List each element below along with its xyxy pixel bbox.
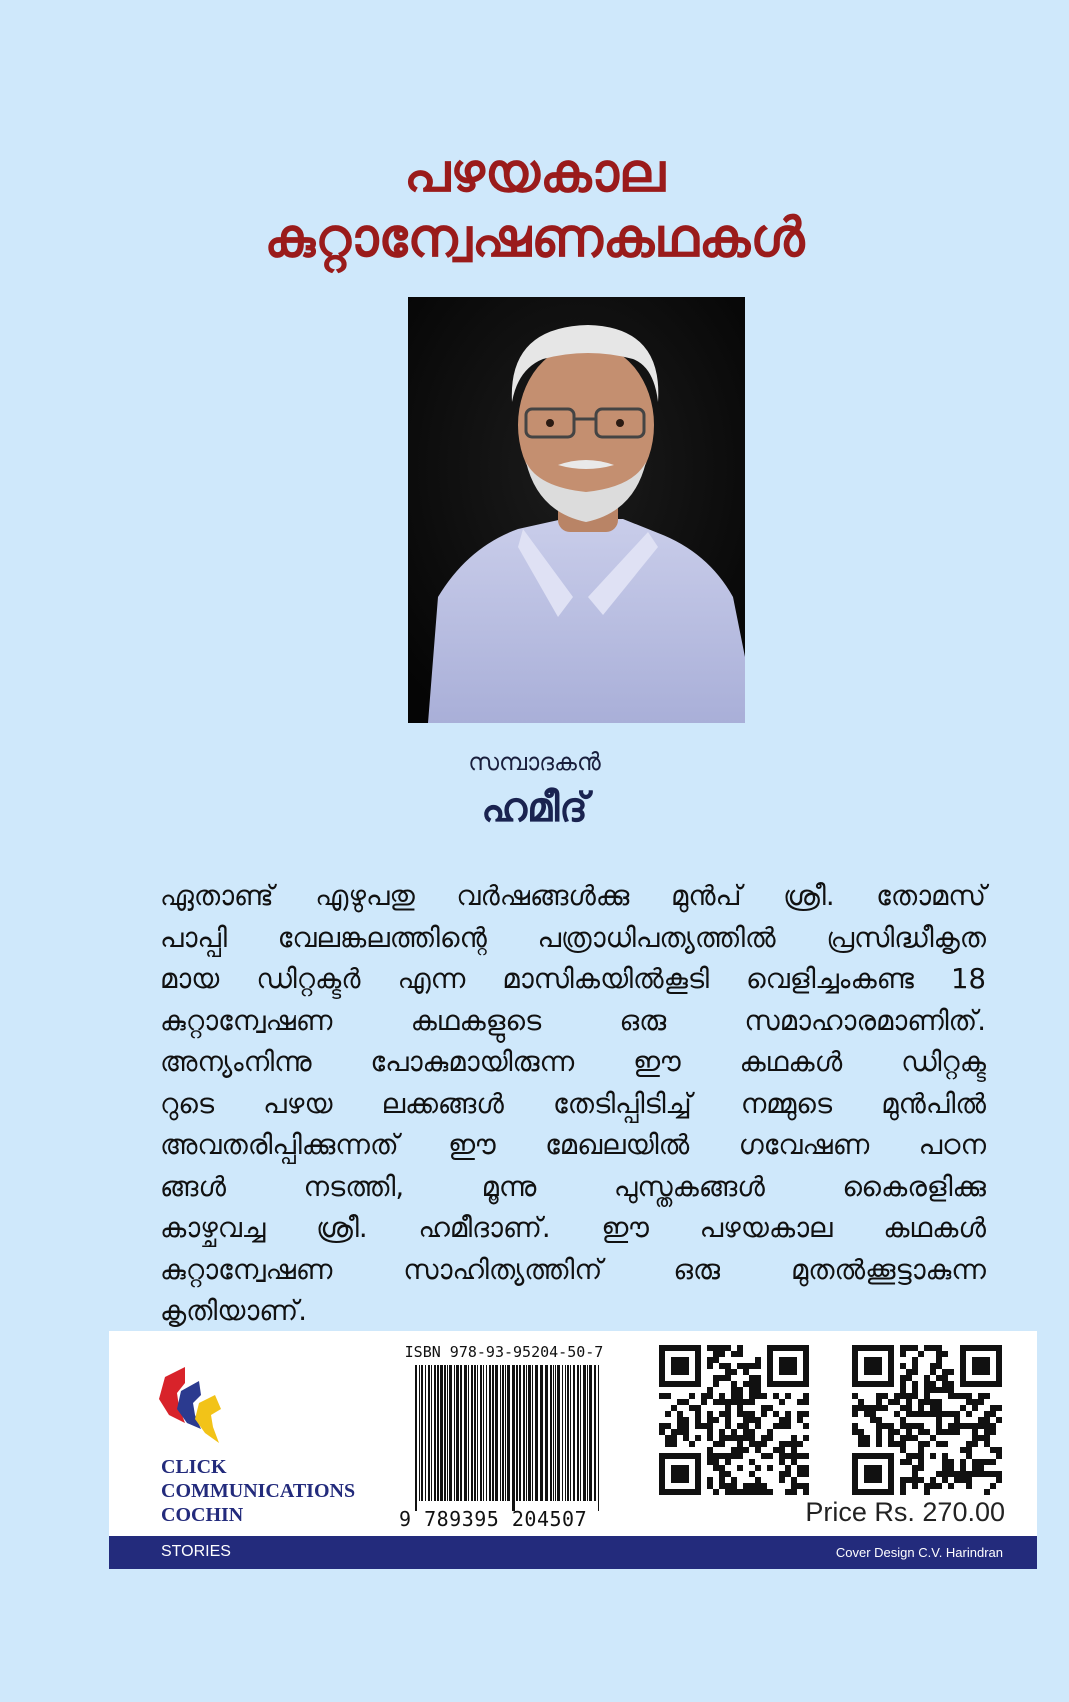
- blurb-line: കുറ്റാന്വേഷണ സാഹിത്യത്തിന് ഒരു മുതൽക്കൂട്ടാകുന്ന: [160, 1253, 986, 1286]
- qr-code-icon: [852, 1345, 1002, 1495]
- footer-strip: [109, 1536, 1037, 1569]
- price-label: Price Rs. 270.00: [805, 1497, 1005, 1527]
- blurb-line: കാഴ്ചവച്ച ശ്രീ. ഹമീദാണ്. ഈ പഴയകാല കഥകൾ: [160, 1212, 986, 1244]
- back-cover-footer: [109, 1331, 1037, 1560]
- click-communications-logo-icon: [155, 1363, 231, 1447]
- publisher-line: COMMUNICATIONS: [161, 1480, 356, 1502]
- barcode-number: 9 789395 204507: [399, 1507, 588, 1531]
- qr-code-icon: [659, 1345, 809, 1495]
- blurb-line: അന്യംനിന്നു പോകുമായിരുന്ന ഈ കഥകൾ ഡിറ്റക്ട: [160, 1046, 986, 1078]
- blurb-line: റുടെ പഴയ ലക്കങ്ങൾ തേടിപ്പിടിച്ച് നമ്മുടെ മുൻപിൽ: [160, 1087, 986, 1120]
- barcode: [415, 1365, 605, 1511]
- book-title-line-2: കുറ്റാന്വേഷണകഥകൾ: [264, 206, 805, 269]
- publisher-line: CLICK: [161, 1456, 227, 1478]
- blurb-line: കുറ്റാന്വേഷണ കഥകളുടെ ഒരു സമാഹാരമാണിത്.: [160, 1004, 986, 1037]
- publisher-name: [161, 1455, 355, 1527]
- blurb-line: ങ്ങൾ നടത്തി, മൂന്നു പുസ്തകങ്ങൾ കൈരളിക്കു: [160, 1170, 986, 1203]
- blurb-line: അവതരിപ്പിക്കുന്നത് ഈ മേഖലയിൽ ഗവേഷണ പഠന: [160, 1129, 986, 1161]
- blurb-line: പാപ്പി വേലങ്കലത്തിന്റെ പത്രാധിപത്യത്തിൽ പ്രസിദ്ധീകൃത: [160, 921, 986, 954]
- book-title-line-1: പഴയകാല: [404, 141, 665, 204]
- genre-label: STORIES: [161, 1543, 231, 1560]
- isbn-label: ISBN 978-93-95204-50-7: [404, 1343, 604, 1361]
- editor-label: സമ്പാദകൻ: [468, 748, 601, 776]
- blurb-line: കൃതിയാണ്.: [160, 1295, 307, 1327]
- cover-design-credit: Cover Design C.V. Harindran: [835, 1545, 1003, 1560]
- editor-name: ഹമീദ്: [481, 785, 588, 831]
- blurb-line: മായ ഡിറ്റക്ടർ എന്ന മാസികയിൽകൂടി വെളിച്ചംകണ്ട 18: [160, 963, 986, 995]
- blurb-line: ഏതാണ്ട് എഴുപതു വർഷങ്ങൾക്കു മുൻപ് ശ്രീ. തോമസ്: [160, 880, 986, 912]
- author-photo: [408, 297, 745, 723]
- publisher-line: COCHIN: [161, 1504, 244, 1526]
- blurb-text: [160, 876, 986, 1333]
